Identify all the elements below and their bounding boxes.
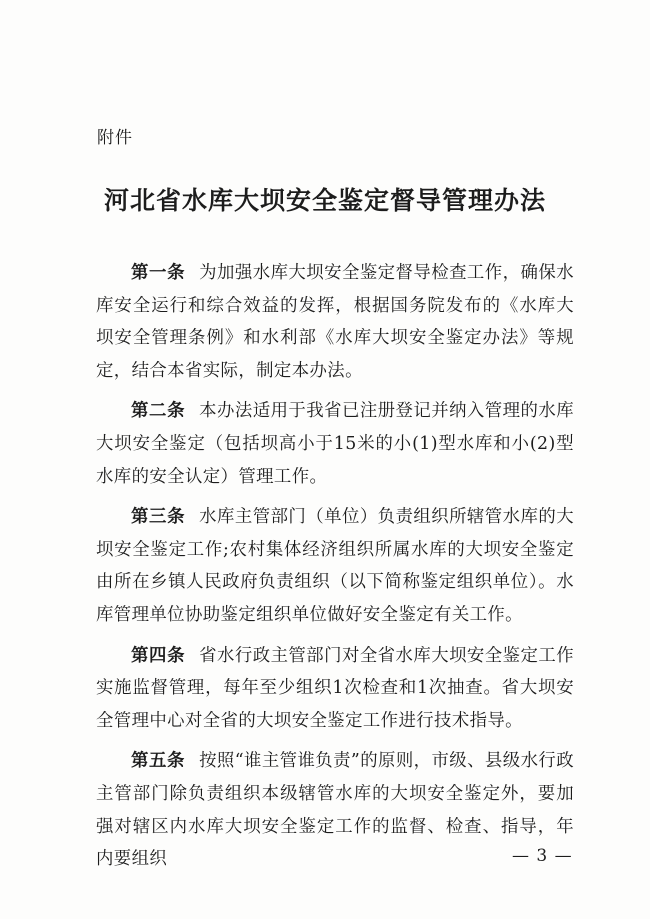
document-title: 河北省水库大坝安全鉴定督导管理办法 xyxy=(103,186,546,215)
article-text: 水库主管部门（单位）负责组织所辖管水库的大坝安全鉴定工作;农村集体经济组织所属水库的大坝安全鉴定由所在乡镇人民政府负责组织（以下简称鉴定组织单位）。水库管理单位协助鉴定组织单位做好安全鉴定有关工作。 xyxy=(96,507,574,625)
article-text: 按照“谁主管谁负责”的原则，市级、县级水行政主管部门除负责组织本级辖管水库的大坝安全鉴定外，要加强对辖区内水库大坝安全鉴定工作的监督、检查、指导，年内要组织 xyxy=(96,751,574,870)
article-label: 第二条 xyxy=(131,401,186,422)
article-text: 本办法适用于我省已注册登记并纳入管理的水库大坝安全鉴定（包括坝高小于15米的小(1)型水库和小(2)型水库的安全认定）管理工作。 xyxy=(96,401,574,487)
page-number: — 3 — xyxy=(512,846,573,866)
article-5 xyxy=(96,745,574,875)
article-label: 第一条 xyxy=(131,263,186,283)
article-3 xyxy=(96,501,574,631)
article-label: 第四条 xyxy=(131,645,186,666)
article-text: 省水行政主管部门对全省水库大坝安全鉴定工作实施监督管理，每年至少组织1次检查和1次抽查。省大坝安全管理中心对全省的大坝安全鉴定工作进行技术指导。 xyxy=(96,645,574,731)
article-2 xyxy=(96,395,574,493)
article-label: 第五条 xyxy=(131,751,186,772)
article-4 xyxy=(96,640,574,738)
attachment-label: 附件 xyxy=(97,128,133,148)
article-1 xyxy=(96,257,574,387)
article-label: 第三条 xyxy=(131,507,186,528)
document-body xyxy=(96,257,574,884)
article-text: 为加强水库大坝安全鉴定督导检查工作，确保水库安全运行和综合效益的发挥，根据国务院发布的《水库大坝安全管理条例》和水利部《水库大坝安全鉴定办法》等规定，结合本省实际，制定本办法。 xyxy=(96,263,574,381)
